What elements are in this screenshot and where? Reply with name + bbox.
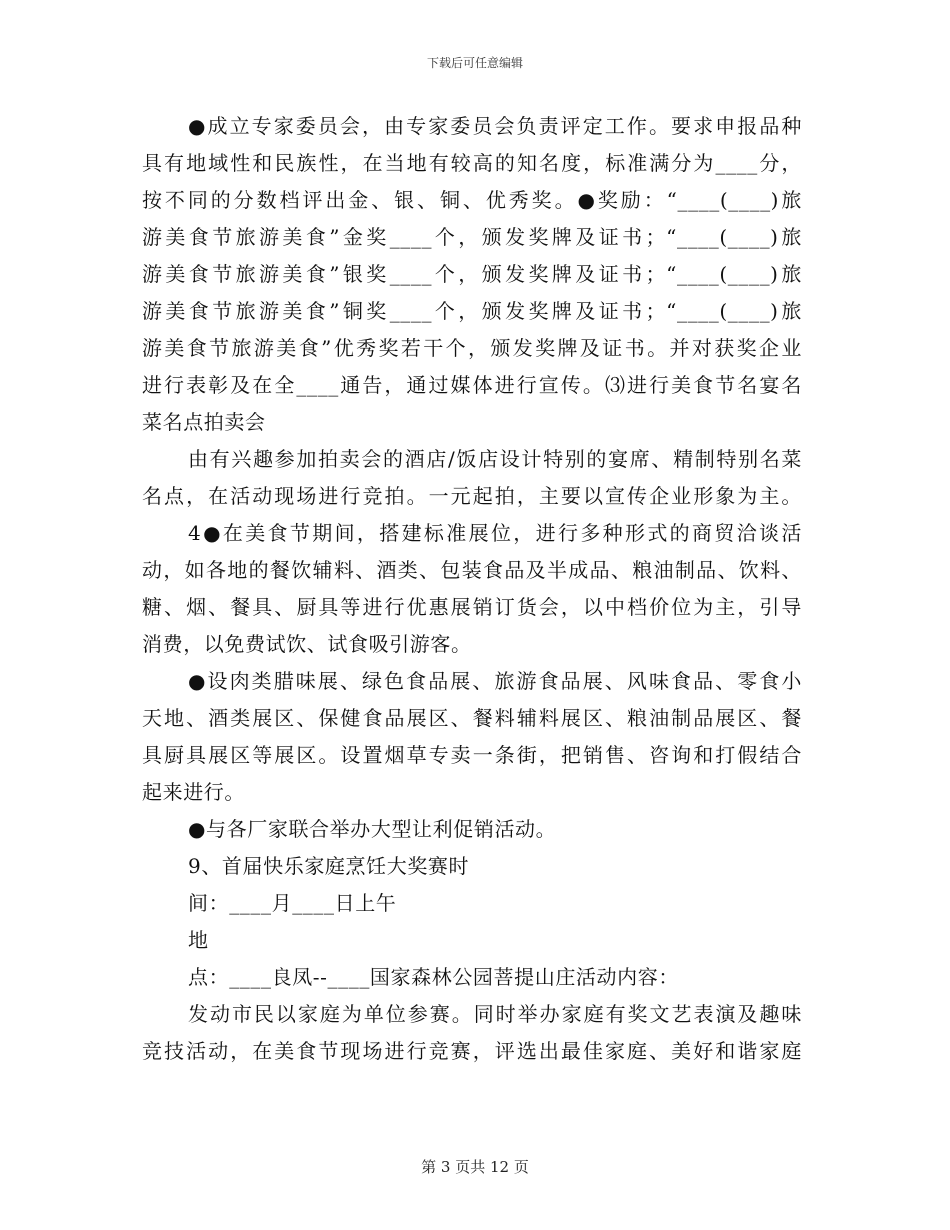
text-line: ●与各厂家联合举办大型让利促销活动。 [188,817,557,841]
text-line: 名点，在活动现场进行竞拍。一元起拍，主要以宣传企业形象为主。 [142,484,802,508]
text-line: 9、首届快乐家庭烹饪大奖赛时 [188,854,470,878]
text-line: 由有兴趣参加拍卖会的酒店/饭店设计特别的宴席、精制特别名菜 [188,447,802,471]
page-footer: 第 3 页共 12 页 [421,1158,529,1176]
text-line: 菜名点拍卖会 [142,410,266,434]
text-line: 具厨具展区等展区。设置烟草专卖一条街，把销售、咨询和打假结合 [142,743,802,767]
text-line: 起来进行。 [142,780,245,804]
text-line: 地 [188,928,209,952]
page-header: 下载后可任意编辑 [426,56,523,70]
text-line: 发动市民以家庭为单位参赛。同时举办家庭有奖文艺表演及趣味 [188,1002,802,1026]
text-line: ●设肉类腊味展、绿色食品展、旅游食品展、风味食品、零食小 [188,669,802,693]
text-line: 点：____良凤--____国家森林公园菩提山庄活动内容： [188,965,679,989]
text-line: ●成立专家委员会，由专家委员会负责评定工作。要求申报品种 [188,114,802,138]
text-line: 糖、烟、餐具、厨具等进行优惠展销订货会，以中档价位为主，引导 [142,595,802,619]
text-line: 动，如各地的餐饮辅料、酒类、包装食品及半成品、粮油制品、饮料、 [142,558,802,582]
text-line: 游美食节旅游美食”铜奖____个，颁发奖牌及证书；“____(____)旅 [142,299,802,323]
text-line: 游美食节旅游美食”金奖____个，颁发奖牌及证书；“____(____)旅 [142,225,802,249]
text-line: 具有地域性和民族性，在当地有较高的知名度，标准满分为____分， [142,151,802,175]
text-line: 游美食节旅游美食”优秀奖若干个，颁发奖牌及证书。并对获奖企业 [142,336,802,360]
text-line: 按不同的分数档评出金、银、铜、优秀奖。●奖励：“____(____)旅 [142,188,802,212]
text-line: 天地、酒类展区、保健食品展区、餐料辅料展区、粮油制品展区、餐 [142,706,802,730]
text-line: 间：____月____日上午 [188,891,397,915]
text-line: 竞技活动，在美食节现场进行竞赛，评选出最佳家庭、美好和谐家庭 [142,1039,802,1063]
text-line: 4●在美食节期间，搭建标准展位，进行多种形式的商贸洽谈活 [188,521,802,545]
text-line: 进行表彰及在全____通告，通过媒体进行宣传。⑶进行美食节名宴名 [142,373,802,397]
text-line: 消费，以免费试饮、试食吸引游客。 [142,632,472,656]
text-line: 游美食节旅游美食”银奖____个，颁发奖牌及证书；“____(____)旅 [142,262,802,286]
